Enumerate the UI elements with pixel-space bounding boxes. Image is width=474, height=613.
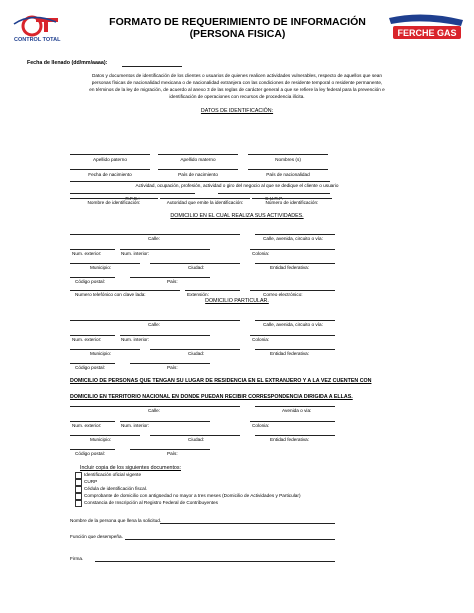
apellido-paterno-label: Apellido paterno xyxy=(93,157,127,162)
curp-label: C.U.R.P. xyxy=(265,196,283,201)
doc-label-comprobante: Comprobante de domicilio con antigüedad no mayor a tres meses (Domicilio de Actividades y Particular) xyxy=(84,493,301,498)
dp-entidad-label: Entidad federativa: xyxy=(270,351,310,356)
dca-ciudad-label: Ciudad: xyxy=(188,265,205,270)
dp-calle-avenida-line[interactable] xyxy=(255,320,335,321)
numero-identificacion-line[interactable] xyxy=(252,198,332,199)
pais-nacimiento-label: País de nacimiento xyxy=(178,172,218,177)
rfc-label: R.F.C.: xyxy=(125,196,140,201)
de-codigo-postal-label: Código postal: xyxy=(75,451,105,456)
actividad-line[interactable] xyxy=(70,181,330,182)
de-calle-line[interactable] xyxy=(70,406,240,407)
dca-num-exterior-line[interactable] xyxy=(70,249,115,250)
autoridad-label: Autoridad que emite la identificación: xyxy=(166,200,244,205)
de-num-interior-label: Num. interior: xyxy=(121,423,150,428)
dca-num-interior-line[interactable] xyxy=(120,249,210,250)
dp-calle-line[interactable] xyxy=(70,320,240,321)
nombre-solicitante-label: Nombre de la persona que llena la solicitud. xyxy=(70,518,162,523)
dp-calle-label: Calle: xyxy=(148,322,160,327)
dca-extension-label: Extensión: xyxy=(187,292,209,297)
dp-colonia-line[interactable] xyxy=(250,335,335,336)
form-title: FORMATO DE REQUERIMIENTO DE INFORMACIÓN xyxy=(109,16,366,28)
de-entidad-line[interactable] xyxy=(255,435,335,436)
dp-num-exterior-line[interactable] xyxy=(70,335,115,336)
apellido-materno-line[interactable] xyxy=(158,154,238,155)
curp-line[interactable] xyxy=(218,193,330,194)
doc-label-identificacion: Identificación oficial vigente xyxy=(84,472,142,477)
de-ciudad-line[interactable] xyxy=(150,435,240,436)
control-total-logo xyxy=(6,14,86,44)
dca-calle-label: Calle: xyxy=(148,236,160,241)
dca-entidad-line[interactable] xyxy=(255,263,335,264)
doc-label-constancia: Constancia de Inscripción al Registro Federal de Contribuyentes xyxy=(84,500,218,505)
intro-line-1: Datos y documentos de identificación de los clientes o usuarios de quienes realicen actividades vulnerables, respecto de aquellos que sean xyxy=(91,73,383,78)
de-pais-line[interactable] xyxy=(130,449,210,450)
doc-checkbox-cedula[interactable] xyxy=(75,486,82,493)
dp-pais-label: País: xyxy=(167,365,178,370)
de-num-interior-line[interactable] xyxy=(120,421,210,422)
nombre-identificacion-label: Nombre de identificación: xyxy=(87,200,141,205)
intro-line-2: personas físicas de nacionalidad mexicana o de nacionalidad extranjera con las condiciones de residente temporal o residente permanente, xyxy=(91,80,383,85)
dp-ciudad-line[interactable] xyxy=(150,349,240,350)
domicilio-actividades-heading: DOMICILIO EN EL CUAL REALIZA SUS ACTIVIDADES. xyxy=(170,213,304,219)
firma-line[interactable] xyxy=(95,561,335,562)
dp-ciudad-label: Ciudad: xyxy=(188,351,205,356)
doc-checkbox-comprobante[interactable] xyxy=(75,493,82,500)
pais-nacionalidad-label: País de nacionalidad xyxy=(266,172,310,177)
dca-calle-avenida-line[interactable] xyxy=(255,234,335,235)
de-municipio-line[interactable] xyxy=(70,435,140,436)
de-colonia-line[interactable] xyxy=(250,421,335,422)
de-municipio-label: Municipio: xyxy=(90,437,112,442)
domicilio-extranjero-heading-1: DOMICILIO DE PERSONAS QUE TENGAN SU LUGAR DE RESIDENCIA EN EL EXTRANJERO Y A LA VEZ CUENTEN CON xyxy=(70,378,372,384)
form-subtitle: (PERSONA FISICA) xyxy=(189,28,286,40)
de-calle-label: Calle: xyxy=(148,408,160,413)
dca-pais-label: País: xyxy=(167,279,178,284)
dca-correo-line[interactable] xyxy=(250,290,335,291)
de-colonia-label: Colonia: xyxy=(252,423,270,428)
de-entidad-label: Entidad federativa: xyxy=(270,437,310,442)
apellido-materno-label: Apellido materno xyxy=(180,157,216,162)
dca-ciudad-line[interactable] xyxy=(150,263,240,264)
pais-nacimiento-line[interactable] xyxy=(158,169,238,170)
numero-identificacion-label: Número de identificación: xyxy=(265,200,319,205)
de-pais-label: País: xyxy=(167,451,178,456)
dp-municipio-label: Municipio: xyxy=(90,351,112,356)
funcion-line[interactable] xyxy=(125,539,335,540)
dca-telefono-line[interactable] xyxy=(70,290,180,291)
dp-colonia-label: Colonia: xyxy=(252,337,270,342)
nombre-identificacion-line[interactable] xyxy=(70,198,158,199)
dca-num-interior-label: Num. interior: xyxy=(121,251,150,256)
dca-calle-line[interactable] xyxy=(70,234,240,235)
dca-correo-label: Correo electrónico: xyxy=(263,292,303,297)
dca-extension-line[interactable] xyxy=(185,290,240,291)
actividad-label: Actividad, ocupación, profesión, actividad o giro del negocio al que se dedique el cliente o usuario xyxy=(135,183,339,188)
documentos-heading: Incluir copia de los siguientes documentos: xyxy=(80,465,181,471)
control-total-logo-text: CONTROL TOTAL xyxy=(14,37,61,43)
de-avenida-line[interactable] xyxy=(255,406,335,407)
dca-calle-avenida-label: Calle, avenida, circuito o vía: xyxy=(263,236,323,241)
de-avenida-label: Avenida o via: xyxy=(282,408,312,413)
dp-pais-line[interactable] xyxy=(130,363,210,364)
doc-checkbox-identificacion[interactable] xyxy=(75,472,82,479)
intro-line-3: en términos de la ley de migración, de acuerdo al anexo 3 de las reglas de carácter general a que se refiere la ley federal para la prevención e xyxy=(89,87,385,92)
dp-num-exterior-label: Num. exterior: xyxy=(72,337,102,342)
fecha-nacimiento-line[interactable] xyxy=(70,169,150,170)
apellido-paterno-line[interactable] xyxy=(70,154,150,155)
dp-codigo-postal-line[interactable] xyxy=(70,363,115,364)
doc-checkbox-constancia[interactable] xyxy=(75,500,82,507)
dp-num-interior-label: Num. interior: xyxy=(121,337,150,342)
dca-telefono-label: Numero telefónico con clave lada: xyxy=(75,292,146,297)
pais-nacionalidad-line[interactable] xyxy=(248,169,328,170)
dca-municipio-line[interactable] xyxy=(70,263,140,264)
dca-pais-line[interactable] xyxy=(130,277,210,278)
de-num-exterior-line[interactable] xyxy=(70,421,115,422)
domicilio-particular-heading: DOMICILIO PARTICULAR. xyxy=(205,298,269,304)
dp-codigo-postal-label: Código postal: xyxy=(75,365,105,370)
fecha-llenado-line[interactable] xyxy=(122,66,182,67)
nombres-label: Nombres (s) xyxy=(275,157,301,162)
autoridad-line[interactable] xyxy=(160,198,250,199)
dp-municipio-line[interactable] xyxy=(70,349,140,350)
funcion-label: Función que desempeña. xyxy=(70,534,123,539)
ferche-gas-logo-text: FERCHE GAS xyxy=(397,28,457,38)
dca-colonia-line[interactable] xyxy=(250,249,335,250)
de-ciudad-label: Ciudad: xyxy=(188,437,205,442)
dca-entidad-label: Entidad federativa: xyxy=(270,265,310,270)
firma-label: Firma. xyxy=(70,556,84,561)
nombre-solicitante-line[interactable] xyxy=(160,523,335,524)
fecha-nacimiento-label: Fecha de nacimiento xyxy=(88,172,132,177)
doc-checkbox-curp[interactable] xyxy=(75,479,82,486)
nombres-line[interactable] xyxy=(248,154,328,155)
de-codigo-postal-line[interactable] xyxy=(70,449,115,450)
dp-calle-avenida-label: Calle, avenida, circuito o vía: xyxy=(263,322,323,327)
rfc-line[interactable] xyxy=(70,193,195,194)
dca-colonia-label: Colonia: xyxy=(252,251,270,256)
dca-codigo-postal-label: Código postal: xyxy=(75,279,105,284)
doc-label-curp: CURP xyxy=(84,479,98,484)
dca-municipio-label: Municipio: xyxy=(90,265,112,270)
fecha-llenado-label: Fecha de llenado (dd/mm/aaaa): xyxy=(27,60,108,66)
dp-entidad-line[interactable] xyxy=(255,349,335,350)
datos-identificacion-heading: DATOS DE IDENTIFICACIÓN: xyxy=(200,108,274,114)
dp-num-interior-line[interactable] xyxy=(120,335,210,336)
doc-label-cedula: Cédula de identificación fiscal. xyxy=(84,486,148,491)
intro-line-4: identificación de operaciones con recursos de procedencia ilícita. xyxy=(169,94,305,99)
ferche-gas-logo xyxy=(383,12,468,42)
dca-num-exterior-label: Num. exterior: xyxy=(72,251,102,256)
de-num-exterior-label: Num. exterior: xyxy=(72,423,102,428)
domicilio-extranjero-heading-2: DOMICILIO EN TERRITORIO NACIONAL EN DONDE PUEDAN RECIBIR CORRESPONDENCIA DIRIGIDA A ELLAS. xyxy=(70,394,353,400)
dca-codigo-postal-line[interactable] xyxy=(70,277,115,278)
